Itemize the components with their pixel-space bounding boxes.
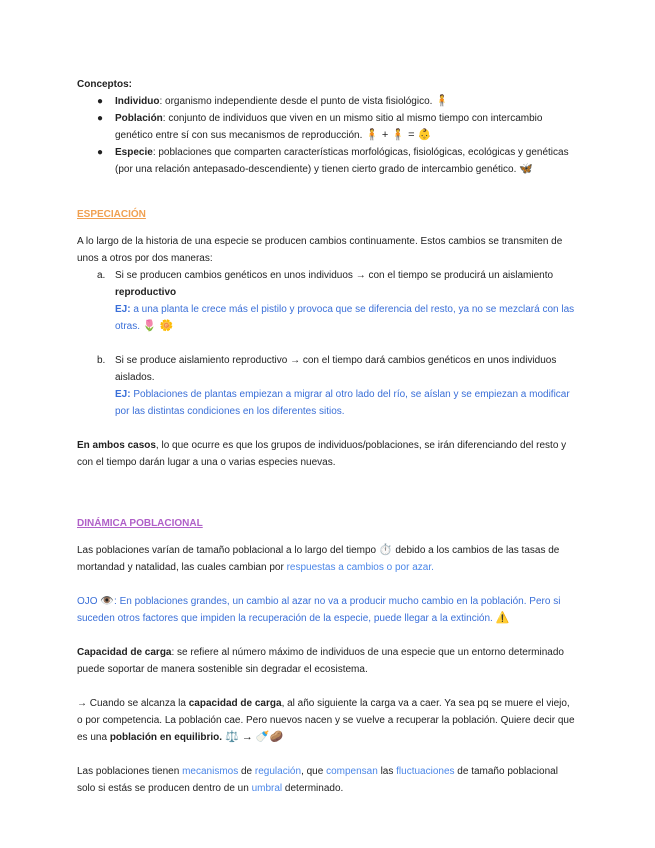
document-page [77, 76, 577, 797]
eye-icon: 👁️ [100, 595, 115, 607]
term-poblacion: Población [115, 113, 163, 124]
conceptos-heading: Conceptos: [77, 79, 132, 90]
term-individuo: Individuo [115, 96, 160, 107]
stopwatch-icon: ⏱️ [378, 544, 393, 556]
term-especie: Especie [115, 147, 153, 158]
especiacion-intro: A lo largo de la historia de una especie se producen cambios continuamente. Estos cambios se transmiten de unos a otros por dos maneras: [77, 236, 563, 264]
especiacion-title: ESPECIACIÓN [77, 209, 146, 220]
list-item: ● Especie: poblaciones que comparten características morfológicas, fisiológicas, ecológicas y genéticas (por una relación antepasado-descendiente) y tienen cierto grado de intercambio genético. 🦋 [97, 147, 569, 175]
capacidad-paragraph: Capacidad de carga: se refiere al número máximo de individuos de una especie que un entorno determinado puede soportar de manera sostenible sin degradar el ecosistema. [77, 647, 564, 675]
list-item: ● Población: conjunto de individuos que viven en un mismo sitio al mismo tiempo con intercambio genético entre sí con sus mecanismos de reproducción. 🧍 + 🧍 = 👶 [97, 113, 543, 141]
balance-icon: ⚖️ → 🍼🥔 [222, 731, 284, 743]
list-item-b: b. Si se produce aislamiento reproductivo → con el tiempo dará cambios genéticos en unos individuos aislados. EJ: Poblaciones de plantas empiezan a migrar al otro lado del río, se aíslan y se empiezan a modificar por las distintas condiciones en los diferentes sitios. [97, 355, 570, 417]
regulacion-paragraph: Las poblaciones tienen mecanismos de regulación, que compensan las fluctuaciones de tamaño poblacional solo si estás se producen dentro de un umbral determinado. [77, 766, 558, 794]
butterfly-icon: 🦋 [519, 163, 533, 175]
list-item: ● Individuo: organismo independiente desde el punto de vista fisiológico. 🧍 [97, 95, 449, 107]
baby-icon: 🧍 + 🧍 = 👶 [365, 129, 432, 141]
person-icon: 🧍 [435, 95, 449, 107]
dinamica-paragraph-1: Las poblaciones varían de tamaño poblacional a lo largo del tiempo ⏱️ debido a los cambios de las tasas de mortandad y natalidad, las cuales cambian por respuestas a cambios o por azar. [77, 544, 560, 573]
conceptos-list [77, 93, 577, 178]
ojo-paragraph: OJO 👁️: En poblaciones grandes, un cambio al azar no va a producir mucho cambio en la población. Pero si suceden otros factores que impiden la recuperación de la especie, puede llegar a la extinción. ⚠️ [77, 595, 561, 624]
warning-icon: ⚠️ [495, 612, 510, 624]
flower-icon: 🌷 🌼 [142, 320, 174, 332]
equilibrio-paragraph: → Cuando se alcanza la capacidad de carga, al año siguiente la carga va a caer. Ya sea pq se muere el viejo, o por competencia. La población cae. Pero nuevos nacen y se vuelve a recuperar la población. Quiere decir que es una población en equilibrio. ⚖️ → 🍼🥔 [77, 698, 575, 743]
dinamica-title: DINÁMICA POBLACIONAL [77, 518, 203, 529]
list-item-a: a. Si se producen cambios genéticos en unos individuos → con el tiempo se producirá un aislamiento reproductivo EJ: a una planta le crece más el pistilo y provoca que se diferencia del resto, ya no se mezclará con las otras. 🌷 🌼 [97, 270, 575, 332]
ambos-casos-paragraph: En ambos casos, lo que ocurre es que los grupos de individuos/poblaciones, se irán diferenciando del resto y con el tiempo darán lugar a una o varias especies nuevas. [77, 440, 567, 468]
